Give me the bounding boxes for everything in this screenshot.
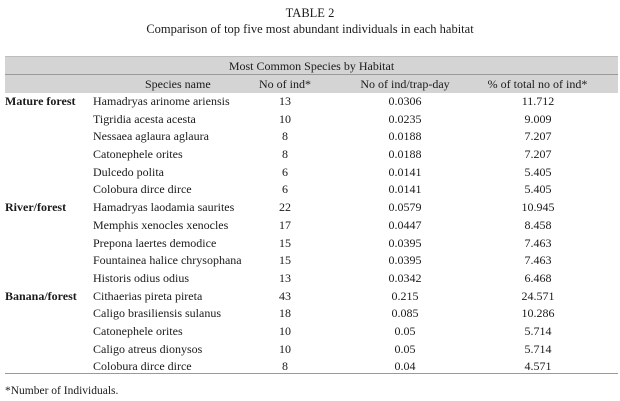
species-table: [5, 56, 618, 376]
individual-count: 13: [279, 270, 291, 285]
ind-per-trap-day: 0.0188: [388, 129, 422, 144]
ind-per-trap-day: 0.215: [391, 288, 419, 303]
ind-per-trap-day: 0.0306: [388, 94, 422, 108]
percent-of-total: 10.945: [521, 200, 555, 215]
species-name: Hamadryas arinome ariensis: [93, 94, 230, 108]
species-name: Historis odius odius: [93, 270, 190, 285]
table-row: [5, 235, 618, 253]
table-row: [5, 305, 618, 323]
table-header-band: [5, 56, 618, 93]
individual-count: 8: [282, 359, 288, 374]
table-row: [5, 288, 618, 306]
species-name: Cithaerias pireta pireta: [93, 288, 203, 303]
species-name: Catonephele orites: [93, 323, 183, 338]
percent-of-total: 7.463: [524, 253, 552, 268]
species-name: Memphis xenocles xenocles: [93, 217, 229, 232]
table-row: [5, 181, 618, 199]
table-row: [5, 93, 618, 111]
ind-per-trap-day: 0.085: [391, 306, 419, 321]
species-name: Caligo atreus dionysos: [93, 341, 203, 356]
ind-per-trap-day: 0.0395: [388, 253, 422, 268]
column-header-count: No of ind*: [259, 77, 311, 91]
table-row: [5, 270, 618, 288]
individual-count: 15: [279, 235, 291, 250]
header-divider: [5, 74, 618, 75]
individual-count: 6: [282, 182, 288, 197]
individual-count: 15: [279, 253, 291, 268]
ind-per-trap-day: 0.04: [394, 359, 416, 374]
ind-per-trap-day: 0.0235: [388, 111, 422, 126]
species-name: Fountainea halice chrysophana: [93, 253, 242, 268]
individual-count: 8: [282, 129, 288, 144]
individual-count: 10: [279, 341, 291, 356]
table-row: [5, 164, 618, 182]
table-row: [5, 199, 618, 217]
percent-of-total: 5.714: [524, 323, 552, 338]
individual-count: 10: [279, 323, 291, 338]
percent-of-total: 5.714: [524, 341, 552, 356]
species-name: Hamadryas laodamia saurites: [93, 200, 235, 215]
percent-of-total: 7.207: [524, 129, 552, 144]
table-row: [5, 341, 618, 359]
individual-count: 13: [279, 94, 291, 108]
table-row: [5, 323, 618, 341]
percent-of-total: 9.009: [524, 111, 552, 126]
species-name: Tigridia acesta acesta: [93, 111, 196, 126]
individual-count: 10: [279, 111, 291, 126]
percent-of-total: 10.286: [521, 306, 555, 321]
table-row: [5, 252, 618, 270]
ind-per-trap-day: 0.05: [394, 323, 416, 338]
percent-of-total: 4.571: [524, 359, 552, 374]
species-name: Colobura dirce dirce: [93, 182, 192, 197]
percent-of-total: 7.207: [524, 147, 552, 162]
ind-per-trap-day: 0.0447: [388, 217, 422, 232]
band-title: Most Common Species by Habitat: [228, 59, 395, 73]
species-name: Prepona laertes demodice: [93, 235, 217, 250]
species-name: Caligo brasiliensis sulanus: [93, 306, 221, 321]
column-header-trap-day: No of ind/trap-day: [360, 77, 450, 91]
column-header-species: Species name: [145, 77, 211, 91]
habitat-label: Banana/forest: [5, 288, 77, 303]
table-caption: Comparison of top five most abundant individuals in each habitat: [146, 22, 474, 36]
percent-of-total: 24.571: [521, 288, 555, 303]
ind-per-trap-day: 0.05: [394, 341, 416, 356]
ind-per-trap-day: 0.0141: [388, 164, 422, 179]
table-row: [5, 146, 618, 164]
individual-count: 8: [282, 147, 288, 162]
table-bottom-rule: [5, 373, 618, 374]
percent-of-total: 5.405: [524, 182, 552, 197]
table-body: [5, 93, 618, 376]
species-name: Catonephele orites: [93, 147, 183, 162]
percent-of-total: 8.458: [524, 217, 552, 232]
percent-of-total: 6.468: [524, 270, 552, 285]
ind-per-trap-day: 0.0395: [388, 235, 422, 250]
table-row: [5, 217, 618, 235]
species-name: Nessaea aglaura aglaura: [93, 129, 209, 144]
individual-count: 18: [279, 306, 291, 321]
ind-per-trap-day: 0.0342: [388, 270, 422, 285]
table-row: [5, 128, 618, 146]
individual-count: 43: [279, 288, 291, 303]
habitat-label: River/forest: [5, 200, 67, 215]
individual-count: 6: [282, 164, 288, 179]
percent-of-total: 11.712: [521, 94, 555, 108]
table-label: TABLE 2: [285, 6, 335, 20]
individual-count: 22: [279, 200, 291, 215]
species-name: Dulcedo polita: [93, 164, 164, 179]
percent-of-total: 7.463: [524, 235, 552, 250]
species-name: Colobura dirce dirce: [93, 359, 192, 374]
footnote: *Number of Individuals.: [5, 385, 119, 397]
habitat-label: Mature forest: [5, 94, 76, 108]
percent-of-total: 5.405: [524, 164, 552, 179]
column-header-percent: % of total no of ind*: [487, 77, 588, 91]
ind-per-trap-day: 0.0188: [388, 147, 422, 162]
ind-per-trap-day: 0.0579: [388, 200, 422, 215]
individual-count: 17: [279, 217, 291, 232]
ind-per-trap-day: 0.0141: [388, 182, 422, 197]
table-row: [5, 111, 618, 129]
